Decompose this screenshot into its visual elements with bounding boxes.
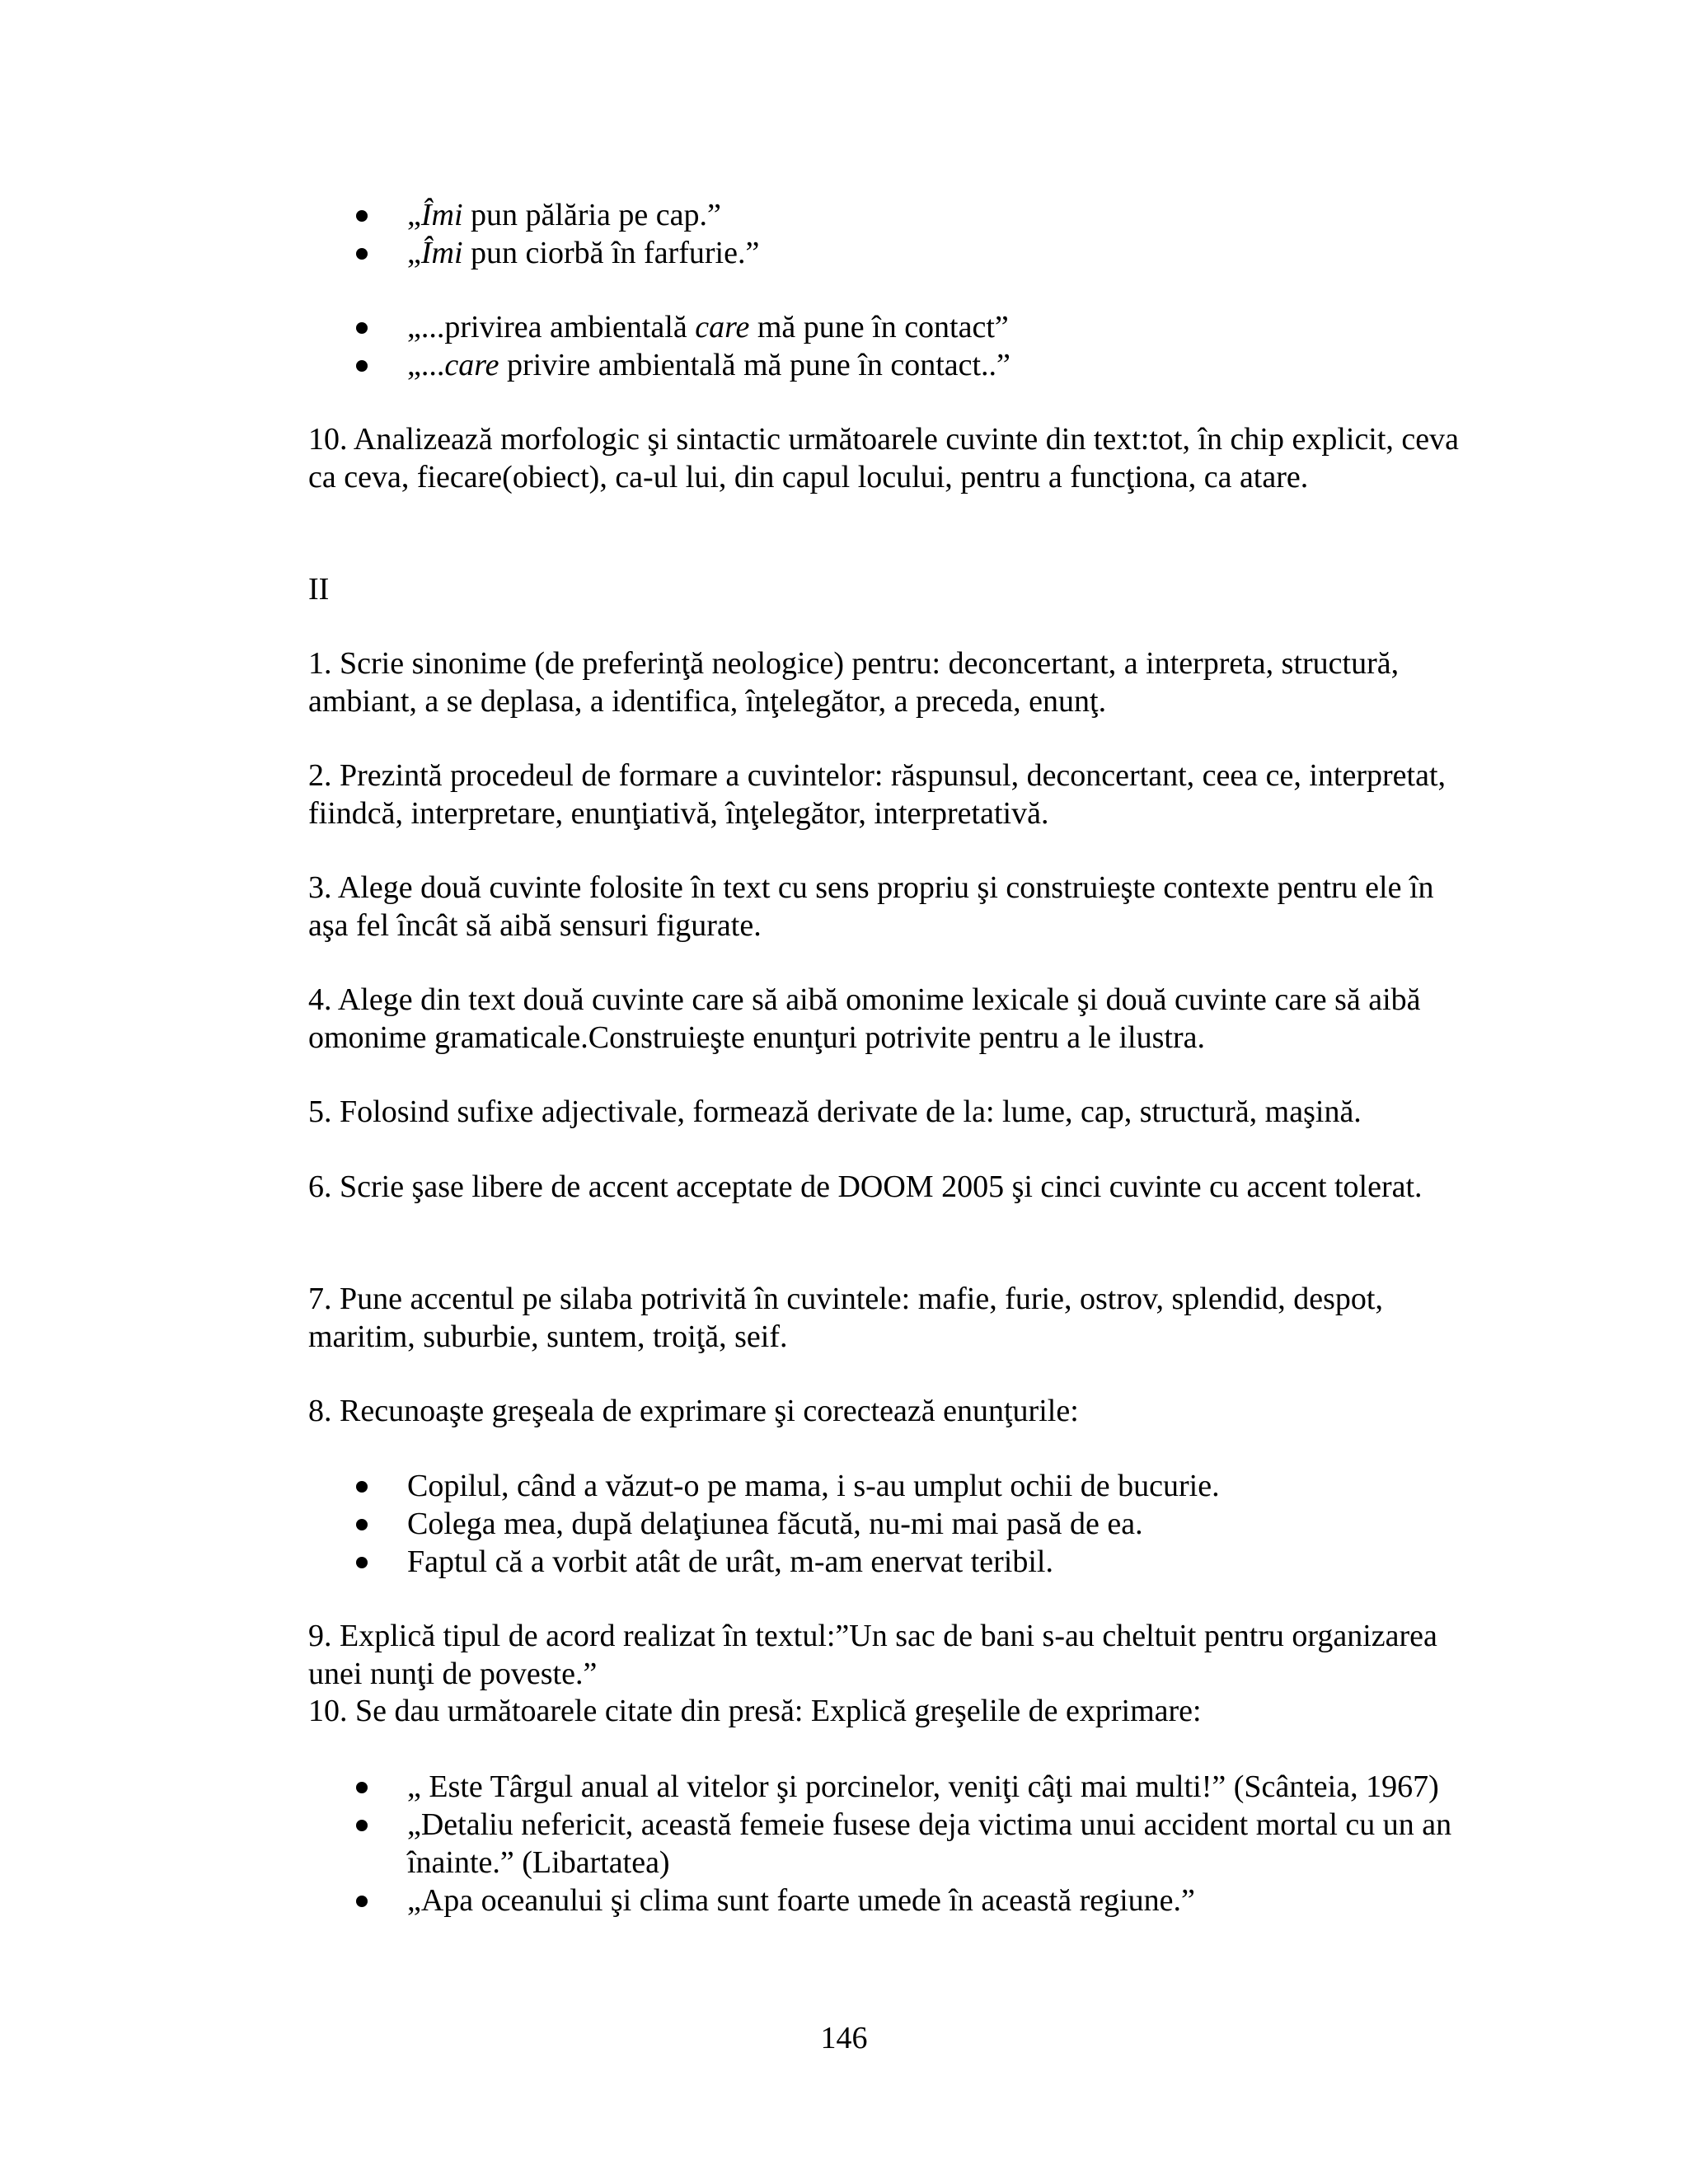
text: „ <box>407 198 421 232</box>
question-9: 9. Explică tipul de acord realizat în textul:”Un sac de bani s-au cheltuit pentru organizarea unei nunţi de poveste.” <box>308 1619 1437 1691</box>
text: pun pălăria pe cap.” <box>462 198 721 232</box>
list-item <box>308 1768 1479 1806</box>
question-10-analysis: 10. Analizează morfologic şi sintactic următoarele cuvinte din text:tot, în chip explicit, ceva ca ceva, fiecare(obiect), ca-ul lui, din capul locului, pentru a funcţiona, ca atare. <box>308 422 1460 494</box>
bullet-dot <box>356 1481 368 1493</box>
bullet-dot <box>356 248 368 260</box>
page-number: 146 <box>820 2021 868 2055</box>
bullet-dot <box>356 1782 368 1793</box>
bullet-dot <box>356 1557 368 1568</box>
question-8: 8. Recunoaşte greşeala de exprimare şi corectează enunţurile: <box>308 1394 1079 1428</box>
text: pun ciorbă în farfurie.” <box>462 236 760 270</box>
text: „Detaliu nefericit, această femeie fusese deja victima unui accident mortal cu un an înainte.” (Libartatea) <box>407 1807 1452 1880</box>
question-6: 6. Scrie şase libere de accent acceptate de DOOM 2005 şi cinci cuvinte cu accent tolerat. <box>308 1169 1423 1204</box>
list-item <box>308 1505 1479 1543</box>
question-10-press: 10. Se dau următoarele citate din presă: Explică greşelile de exprimare: <box>308 1694 1202 1728</box>
bullet-list-q8 <box>308 1467 1479 1581</box>
list-item <box>308 1467 1479 1505</box>
list-item <box>308 346 1479 384</box>
bullet-dot <box>356 210 368 222</box>
question-3: 3. Alege două cuvinte folosite în text cu sens propriu şi construieşte contexte pentru ele în aşa fel încât să aibă sensuri figurate. <box>308 870 1434 943</box>
text: mă pune în contact” <box>749 310 1009 344</box>
list-item <box>308 1806 1479 1882</box>
text: „Apa oceanului şi clima sunt foarte umede în această regiune.” <box>407 1883 1195 1918</box>
list-item <box>308 308 1479 346</box>
question-2: 2. Prezintă procedeul de formare a cuvintelor: răspunsul, deconcertant, ceea ce, interpretat, fiindcă, interpretare, enunţiativă, înţelegător, interpretativă. <box>308 758 1447 831</box>
list-item <box>308 234 1479 272</box>
emphasis-text: Îmi <box>420 198 463 232</box>
text: „...privirea ambientală <box>407 310 696 344</box>
bullet-dot <box>356 322 368 334</box>
text: „ <box>407 236 421 270</box>
emphasis-text: care <box>444 348 499 382</box>
list-item <box>308 1882 1479 1919</box>
text: „ Este Târgul anual al vitelor şi porcinelor, veniţi câţi mai multi!” (Scânteia, 1967) <box>407 1769 1439 1804</box>
bullet-dot <box>356 1820 368 1831</box>
bullet-dot <box>356 360 368 372</box>
text: Faptul că a vorbit atât de urât, m-am enervat teribil. <box>407 1544 1053 1579</box>
list-item <box>308 1543 1479 1581</box>
list-item <box>308 196 1479 234</box>
emphasis-text: care <box>695 310 750 344</box>
question-1: 1. Scrie sinonime (de preferinţă neologice) pentru: deconcertant, a interpreta, structură, ambiant, a se deplasa, a identifica, înţelegător, a preceda, enunţ. <box>308 646 1400 719</box>
question-4: 4. Alege din text două cuvinte care să aibă omonime lexicale şi două cuvinte care să aibă omonime gramaticale.Construieşte enunţuri potrivite pentru a le ilustra. <box>308 982 1421 1055</box>
emphasis-text: Îmi <box>420 236 463 270</box>
bullet-list-press <box>308 1768 1479 1919</box>
bullet-list-care <box>308 308 1479 384</box>
text: Copilul, când a văzut-o pe mama, i s-au umplut ochii de bucurie. <box>407 1469 1220 1503</box>
section-heading: II <box>308 572 330 607</box>
question-5: 5. Folosind sufixe adjectivale, formează derivate de la: lume, cap, structură, maşină. <box>308 1094 1362 1129</box>
text: privire ambientală mă pune în contact..” <box>499 348 1010 382</box>
bullet-dot <box>356 1896 368 1907</box>
text: Colega mea, după delaţiunea făcută, nu-mi mai pasă de ea. <box>407 1507 1143 1541</box>
question-7: 7. Pune accentul pe silaba potrivită în cuvintele: mafie, furie, ostrov, splendid, despot, maritim, suburbie, suntem, troiţă, seif. <box>308 1282 1383 1354</box>
text: „... <box>407 348 445 382</box>
bullet-list-imi <box>308 196 1479 272</box>
bullet-dot <box>356 1519 368 1530</box>
